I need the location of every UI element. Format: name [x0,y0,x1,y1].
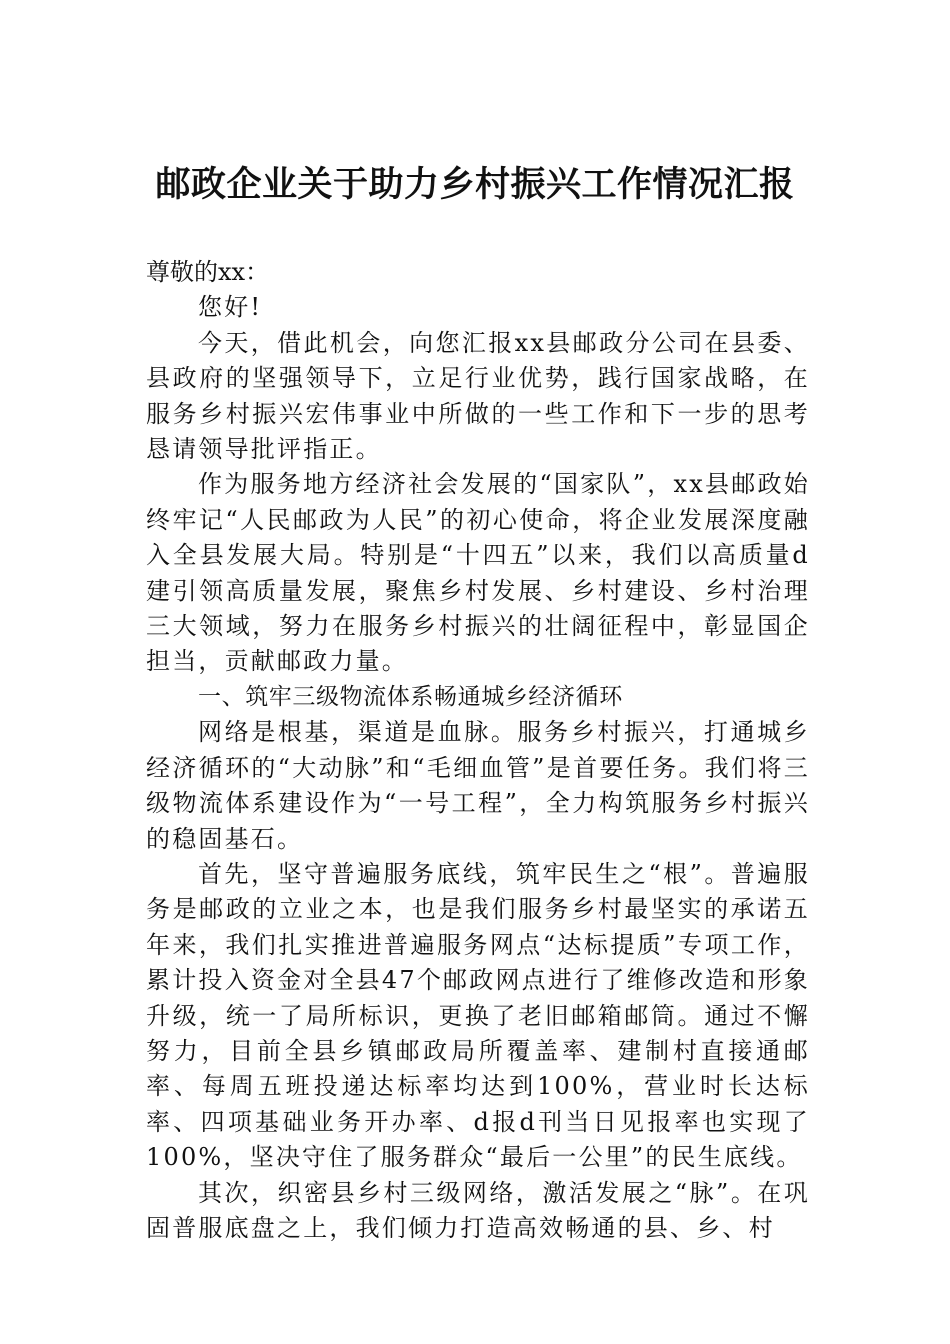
document-body [146,255,810,1246]
document-title: 邮政企业关于助力乡村振兴工作情况汇报 [155,164,795,205]
section-paragraph: 其次，织密县乡村三级网络，激活发展之“脉”。在巩固普服底盘之上，我们倾力打造高效畅通的县、乡、村 [146,1178,810,1242]
section-paragraph: 首先，坚守普遍服务底线，筑牢民生之“根”。普遍服务是邮政的立业之本，也是我们服务乡村最坚实的承诺五年来，我们扎实推进普遍服务网点“达标提质”专项工作，累计投入资金对全县47个邮政网点进行了维修改造和形象升级，统一了局所标识，更换了老旧邮箱邮筒。通过不懈努力，目前全县乡镇邮政局所覆盖率、建制村直接通邮率、每周五班投递达标率均达到100%，营业时长达标率、四项基础业务开办率、d报d刊当日见报率也实现了100%，坚决守住了服务群众“最后一公里”的民生底线。 [146,859,810,1172]
paragraph-intro: 今天，借此机会，向您汇报xx县邮政分公司在县委、县政府的坚强领导下，立足行业优势，践行国家战略，在服务乡村振兴宏伟事业中所做的一些工作和下一步的思考恳请领导批评指正。 [146,328,810,464]
section-heading: 一、筑牢三级物流体系畅通城乡经济循环 [198,683,623,710]
section-paragraph: 网络是根基，渠道是血脉。服务乡村振兴，打通城乡经济循环的“大动脉”和“毛细血管”是首要任务。我们将三级物流体系建设作为“一号工程”，全力构筑服务乡村振兴的稳固基石。 [146,718,810,853]
greeting: 您好! [198,293,263,322]
paragraph-overview: 作为服务地方经济社会发展的“国家队”，xx县邮政始终牢记“人民邮政为人民”的初心使命，将企业发展深度融入全县发展大局。特别是“十四五”以来，我们以高质量d建引领高质量发展，聚焦乡村发展、乡村建设、乡村治理三大领域，努力在服务乡村振兴的壮阔征程中，彰显国企担当，贡献邮政力量。 [146,470,810,676]
salutation: 尊敬的xx： [146,258,270,286]
